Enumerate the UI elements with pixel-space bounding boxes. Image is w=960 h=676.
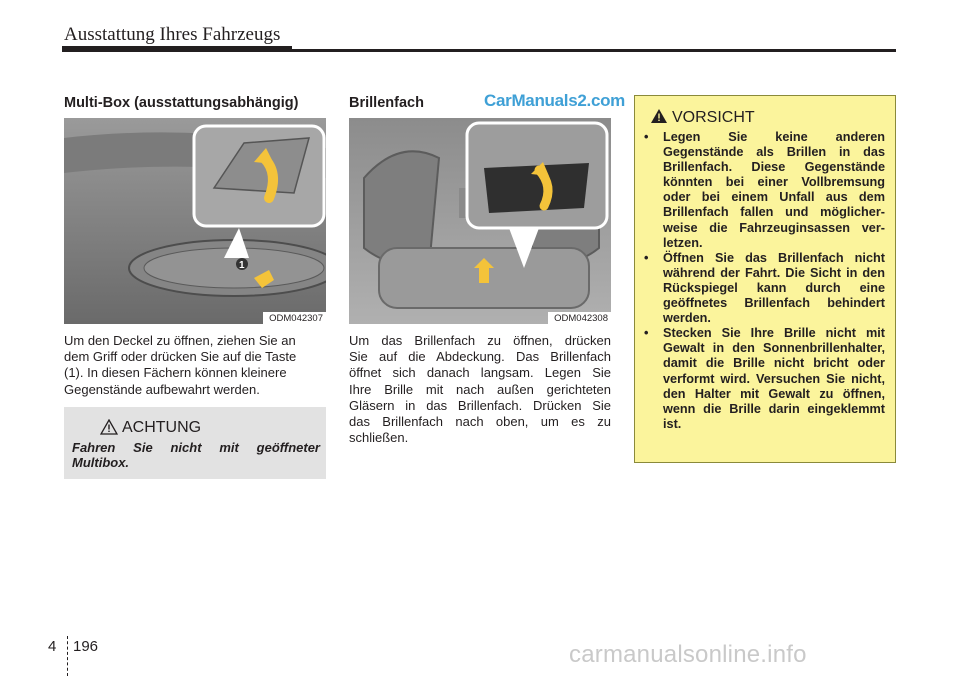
chapter-number: 4 (48, 638, 57, 655)
multibox-line: (1). In diesen Fächern können kleinere (64, 365, 287, 381)
warning-triangle-icon (100, 419, 118, 440)
multibox-description (64, 333, 326, 398)
footer-separator (67, 636, 68, 676)
brillenfach-line: Sie auf die Abdeckung. Das Brillenfach (349, 349, 611, 365)
achtung-line: Fahren Sie nicht mit geöffneter (72, 440, 320, 455)
multibox-line: dem Griff oder drücken Sie auf die Taste (64, 349, 297, 365)
brillenfach-drawing (349, 118, 611, 324)
achtung-line: Multibox. (72, 455, 130, 470)
brillenfach-line: Um das Brillenfach zu öffnen, drücken (349, 333, 611, 348)
chapter-header-title: Ausstattung Ihres Fahrzeugs (64, 24, 281, 45)
brillenfach-description (349, 333, 611, 446)
brillenfach-section-title: Brillenfach (349, 95, 424, 111)
header-rule (62, 49, 896, 52)
brillenfach-line: Gläsern in das Brillenfach. Drücken Sie (349, 397, 611, 413)
brillenfach-line: das Brillenfach nach oben, um es zu (349, 414, 611, 430)
warning-triangle-filled-icon (650, 108, 668, 129)
brillenfach-line: Ihre Brille mit nach außen gerichteten (349, 381, 611, 397)
brillenfach-illustration (349, 118, 611, 324)
brillenfach-line: öffnet sich danach langsam. Legen Sie (349, 365, 611, 381)
multibox-line: Gegenstände aufbewahrt werden. (64, 381, 260, 397)
callout-number-1: 1 (239, 260, 245, 271)
achtung-heading: ACHTUNG (122, 419, 202, 436)
multibox-illustration (64, 118, 326, 324)
achtung-text (72, 440, 320, 470)
brillenfach-line: schließen. (349, 430, 409, 446)
vorsicht-list (635, 130, 895, 432)
vorsicht-heading: VORSICHT (672, 109, 755, 126)
carmanuals-watermark: CarManuals2.com (484, 91, 625, 110)
achtung-notice-box (64, 407, 326, 479)
vorsicht-item: • Öffnen Sie das Brillenfach nicht während der Fahrt. Die Sicht in den Rückspiegel kann durch eine geöffnetes Brillenfach behindert werden. (635, 251, 895, 326)
multibox-section-title: Multi-Box (ausstattungsabhängig) (64, 95, 299, 111)
vorsicht-item: • Stecken Sie Ihre Brille nicht mit Gewalt in den Sonnenbrillenhalter, damit die Brille nicht bricht oder verformt wird. Versuchen Sie nicht, den Halter mit Gewalt zu öffnen, wenn die Brille darin eingeklemmt ist. (635, 326, 895, 432)
multibox-line: Um den Deckel zu öffnen, ziehen Sie an (64, 333, 296, 348)
multibox-drawing (64, 118, 326, 324)
multibox-image-code: ODM042307 (263, 312, 326, 324)
brillenfach-image-code: ODM042308 (548, 312, 611, 324)
vorsicht-warning-box (634, 95, 896, 463)
carmanualsonline-watermark: carmanualsonline.info (569, 641, 807, 668)
vorsicht-item: • Legen Sie keine anderen Gegenstände als Brillen in das Brillenfach. Diese Gegenstände könnten bei einer Vollbremsung oder bei einem Unfall aus dem Brillenfach fallen und möglicher-weise die Fahrzeuginsassen ver-letzen. (635, 130, 895, 251)
page-number: 196 (73, 638, 99, 655)
